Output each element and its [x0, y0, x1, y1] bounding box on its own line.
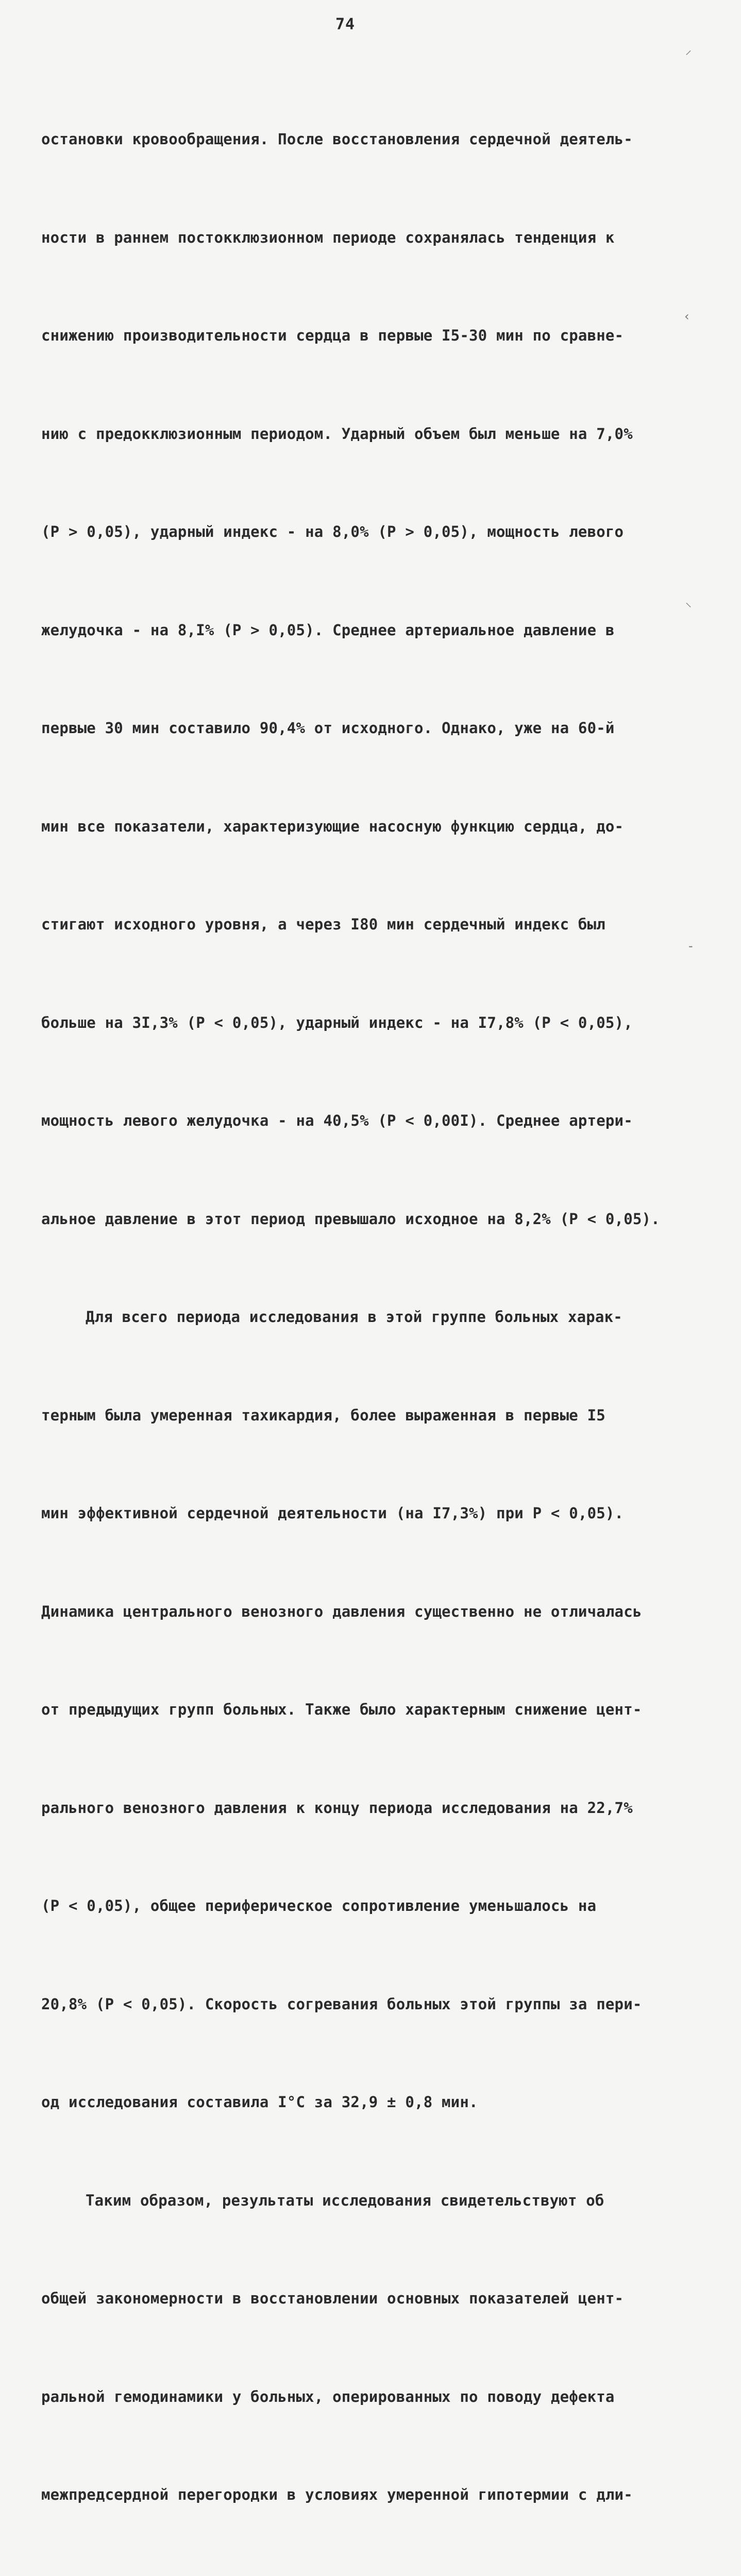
text-line: (P > 0,05), ударный индекс - на 8,0% (P > 0,05), мощность левого [41, 523, 624, 540]
text-line: од исследования составила I°C за 32,9 ± 0,8 мин. [41, 2093, 478, 2111]
text-line: Таким образом, результаты исследования свидетельствуют об [86, 2191, 604, 2209]
text-line: (P < 0,05), общее периферическое сопротивление уменьшалось на [41, 1897, 597, 1914]
page-number: 74 [335, 15, 356, 33]
scan-mark: ⸌ [685, 600, 692, 615]
text-line: от предыдущих групп больных. Также было характерным снижение цент- [41, 1701, 642, 1718]
body-text [41, 58, 711, 2576]
text-line: терным была умеренная тахикардия, более выраженная в первые I5 [41, 1406, 605, 1424]
text-line: ности в раннем постокклюзионном периоде сохранялась тенденция к [41, 228, 615, 246]
text-line: Динамика центрального венозного давления существенно не отличалась [41, 1602, 642, 1620]
text-line: стигают исходного уровня, а через I80 мин сердечный индекс был [41, 916, 605, 933]
text-line: рального венозного давления к концу периода исследования на 22,7% [41, 1799, 633, 1817]
text-line: первые 30 мин составило 90,4% от исходного. Однако, уже на 60-й [41, 719, 615, 737]
text-line: общей закономерности в восстановлении основных показателей цент- [41, 2290, 624, 2307]
text-line: остановки кровообращения. После восстановления сердечной деятель- [41, 130, 633, 148]
text-line: мин эффективной сердечной деятельности (на I7,3%) при P < 0,05). [41, 1504, 624, 1522]
text-line: больше на 3I,3% (P < 0,05), ударный индекс - на I7,8% (P < 0,05), [41, 1013, 633, 1031]
scan-mark: ‹ [684, 309, 689, 324]
text-line: Для всего периода исследования в этой группе больных харак- [86, 1308, 622, 1326]
text-line: нию с предокклюзионным периодом. Ударный объем был меньше на 7,0% [41, 425, 633, 443]
text-line: альное давление в этот период превышало исходное на 8,2% (P < 0,05). [41, 1210, 660, 1228]
text-line: ральной гемодинамики у больных, оперированных по поводу дефекта [41, 2387, 615, 2405]
text-line: межпредсердной перегородки в условиях умеренной гипотермии с дли- [41, 2486, 633, 2503]
text-line: снижению производительности сердца в первые I5-30 мин по сравне- [41, 327, 624, 344]
text-line: мощность левого желудочка - на 40,5% (P < 0,00I). Среднее артери- [41, 1112, 633, 1129]
scan-mark: - [688, 939, 693, 953]
scan-mark: ⸍ [685, 48, 692, 62]
text-line: 20,8% (P < 0,05). Скорость согревания больных этой группы за пери- [41, 1995, 642, 2013]
text-line: мин все показатели, характеризующие насосную функцию сердца, до- [41, 817, 624, 835]
text-line: желудочка - на 8,I% (P > 0,05). Среднее артериальное давление в [41, 621, 615, 639]
